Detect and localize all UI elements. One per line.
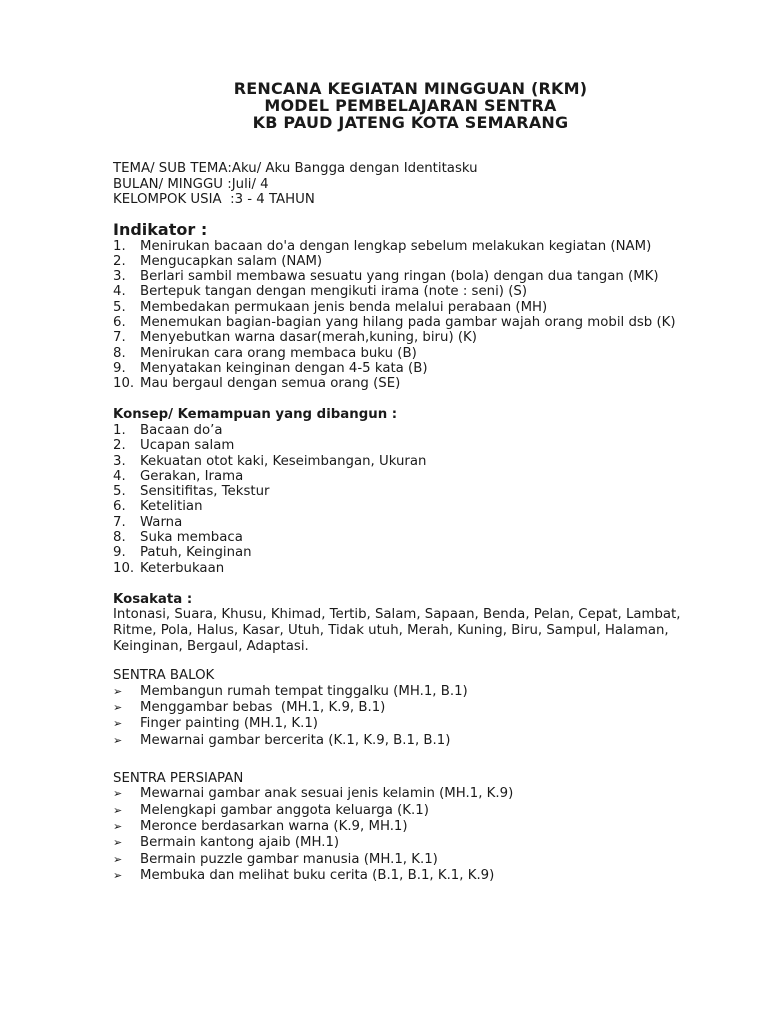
list-item-number: 9.	[113, 545, 126, 561]
list-item	[113, 376, 708, 391]
indikator-heading: Indikator :	[113, 219, 208, 239]
list-item	[113, 733, 708, 749]
list-item-text: Menemukan bagian-bagian yang hilang pada gambar wajah orang mobil dsb (K)	[140, 314, 676, 330]
meta-sep: :	[227, 161, 232, 176]
meta-value: Aku/ Aku Bangga dengan Identitasku	[231, 161, 478, 176]
list-item	[113, 786, 708, 802]
meta-sep: :	[230, 192, 235, 207]
list-item-text: Mewarnai gambar bercerita (K.1, K.9, B.1, B.1)	[140, 732, 451, 748]
list-item	[113, 561, 708, 576]
list-item-number: 5.	[113, 299, 126, 315]
list-item-number: 8.	[113, 530, 126, 546]
list-item-text: Patuh, Keinginan	[140, 545, 252, 561]
list-item-number: 10.	[113, 376, 135, 392]
arrow-bullet-icon: ➢	[113, 701, 123, 715]
list-item-number: 8.	[113, 345, 126, 361]
meta-value: Juli/ 4	[231, 176, 269, 192]
list-item	[113, 284, 708, 299]
sentra-balok-heading: SENTRA BALOK	[113, 668, 215, 684]
list-item-text: Membuka dan melihat buku cerita (B.1, B.1, K.1, K.9)	[140, 867, 495, 883]
meta-label: KELOMPOK USIA	[113, 192, 231, 207]
list-item-text: Keterbukaan	[140, 560, 225, 576]
sentra-balok-list	[113, 684, 708, 749]
meta-sep: :	[227, 176, 232, 192]
list-item-text: Berlari sambil membawa sesuatu yang ringan (bola) dengan dua tangan (MK)	[140, 269, 659, 285]
list-item-number: 9.	[113, 360, 126, 376]
list-item	[113, 499, 708, 514]
arrow-bullet-icon: ➢	[113, 852, 123, 866]
document-title	[0, 80, 768, 131]
list-item-text: Menirukan bacaan do'a dengan lengkap sebelum melakukan kegiatan (NAM)	[140, 238, 652, 254]
list-item-text: Melengkapi gambar anggota keluarga (K.1)	[140, 802, 429, 818]
arrow-bullet-icon: ➢	[113, 717, 123, 731]
kosakata-text: Intonasi, Suara, Khusu, Khimad, Tertib, Salam, Sapaan, Benda, Pelan, Cepat, Lambat, Ritme, Pola, Halus, Kasar, Utuh, Tidak utuh, Merah, Kuning, Biru, Sampul, Halaman, Keinginan, Bergaul, Adaptasi.	[113, 607, 681, 654]
arrow-bullet-icon: ➢	[113, 820, 123, 833]
list-item-text: Bermain puzzle gambar manusia (MH.1, K.1)	[140, 851, 438, 867]
list-item	[113, 254, 708, 269]
list-item-text: Ucapan salam	[140, 438, 235, 454]
title-line-2: MODEL PEMBELAJARAN SENTRA	[264, 96, 557, 115]
list-item-text: Bacaan do’a	[140, 422, 223, 438]
list-item-text: Gerakan, Irama	[140, 468, 244, 484]
list-item	[113, 269, 708, 284]
list-item	[113, 484, 708, 499]
list-item-text: Menyatakan keinginan dengan 4-5 kata (B)	[140, 360, 428, 376]
arrow-bullet-icon: ➢	[113, 803, 123, 817]
meta-label: BULAN/ MINGGU	[113, 176, 228, 192]
list-item-number: 10.	[113, 560, 135, 576]
list-item-text: Bermain kantong ajaib (MH.1)	[140, 835, 340, 851]
list-item-text: Bertepuk tangan dengan mengikuti irama (note : seni) (S)	[140, 284, 528, 300]
list-item-text: Sensitifitas, Tekstur	[140, 484, 270, 500]
list-item-number: 7.	[113, 330, 126, 346]
arrow-bullet-icon: ➢	[113, 733, 123, 747]
spacer	[113, 749, 708, 771]
list-item-number: 4.	[113, 468, 126, 484]
sentra-persiapan-heading: SENTRA PERSIAPAN	[113, 770, 244, 786]
list-item	[113, 545, 708, 560]
list-item	[113, 469, 708, 484]
sentra-persiapan-list	[113, 786, 708, 884]
list-item	[113, 803, 708, 819]
list-item-number: 3.	[113, 453, 126, 469]
list-item-number: 5.	[113, 484, 126, 500]
title-line-1: RENCANA KEGIATAN MINGGUAN (RKM)	[233, 79, 588, 98]
title-line-3: KB PAUD JATENG KOTA SEMARANG	[252, 113, 569, 132]
meta-row-bulan	[113, 177, 708, 193]
list-item-text: Finger painting (MH.1, K.1)	[140, 716, 318, 732]
kosakata-heading: Kosakata :	[113, 591, 193, 607]
list-item	[113, 330, 708, 345]
arrow-bullet-icon: ➢	[113, 787, 123, 801]
list-item	[113, 361, 708, 376]
arrow-bullet-icon: ➢	[113, 836, 123, 850]
list-item	[113, 868, 708, 884]
list-item	[113, 438, 708, 453]
list-item	[113, 346, 708, 361]
list-item-number: 1.	[113, 238, 126, 254]
list-item-text: Ketelitian	[140, 499, 203, 515]
arrow-bullet-icon: ➢	[113, 868, 123, 882]
list-item-text: Suka membaca	[140, 530, 243, 546]
list-item	[113, 684, 708, 700]
list-item	[113, 515, 708, 530]
list-item	[113, 716, 708, 732]
list-item-number: 6.	[113, 314, 126, 330]
list-item	[113, 700, 708, 716]
list-item-text: Membedakan permukaan jenis benda melalui perabaan (MH)	[140, 299, 548, 315]
list-item	[113, 819, 708, 835]
list-item-number: 3.	[113, 269, 126, 285]
list-item	[113, 315, 708, 330]
konsep-heading: Konsep/ Kemampuan yang dibangun :	[113, 407, 398, 423]
list-item-number: 1.	[113, 422, 126, 438]
meta-value: 3 - 4 TAHUN	[234, 192, 315, 207]
list-item	[113, 239, 708, 254]
meta-row-tema	[113, 161, 708, 177]
list-item	[113, 852, 708, 868]
meta-label: TEMA/ SUB TEMA	[113, 161, 228, 176]
list-item	[113, 835, 708, 851]
list-item-number: 7.	[113, 514, 126, 530]
list-item-text: Mengucapkan salam (NAM)	[140, 253, 323, 269]
meta-row-kelompok	[113, 192, 708, 208]
list-item-text: Membangun rumah tempat tinggalku (MH.1, B.1)	[140, 683, 468, 699]
indikator-list	[113, 239, 708, 392]
list-item-text: Kekuatan otot kaki, Keseimbangan, Ukuran	[140, 453, 427, 469]
arrow-bullet-icon: ➢	[113, 684, 123, 698]
list-item-number: 2.	[113, 253, 126, 269]
konsep-list	[113, 423, 708, 576]
meta-block	[113, 161, 708, 208]
list-item-text: Mewarnai gambar anak sesuai jenis kelamin (MH.1, K.9)	[140, 786, 514, 802]
list-item-text: Meronce berdasarkan warna (K.9, MH.1)	[140, 819, 408, 834]
list-item-number: 2.	[113, 438, 126, 454]
list-item	[113, 530, 708, 545]
list-item-text: Mau bergaul dengan semua orang (SE)	[140, 376, 401, 392]
list-item-text: Menyebutkan warna dasar(merah,kuning, biru) (K)	[140, 330, 477, 346]
list-item	[113, 454, 708, 469]
list-item-number: 4.	[113, 284, 126, 300]
list-item	[113, 423, 708, 438]
list-item-text: Menggambar bebas (MH.1, K.9, B.1)	[140, 700, 386, 716]
list-item	[113, 300, 708, 315]
list-item-text: Menirukan cara orang membaca buku (B)	[140, 345, 417, 361]
list-item-text: Warna	[140, 514, 183, 530]
list-item-number: 6.	[113, 499, 126, 515]
